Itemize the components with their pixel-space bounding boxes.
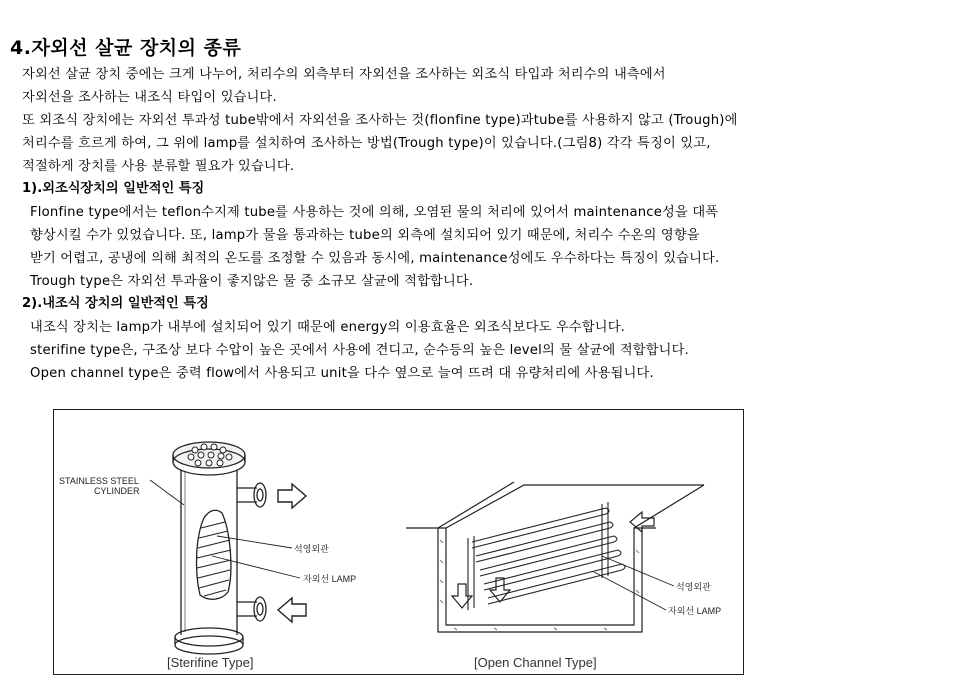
section1-line: 받기 어렵고, 공냉에 의해 최적의 온도를 조정할 수 있음과 동시에, maintenance성에도 우수하다는 특징이 있습니다. (30, 251, 720, 266)
intro-line: 자외선을 조사하는 내조식 타입이 있습니다. (22, 90, 277, 105)
uv-lamp-label-right: 자외선 LAMP (668, 606, 722, 616)
cylinder-label-line2: CYLINDER (94, 486, 140, 496)
caption-open-channel: [Open Channel Type] (474, 655, 597, 670)
intro-line: 처리수를 흐르게 하여, 그 위에 lamp를 설치하여 조사하는 방법(Trough type)이 있습니다.(그림8) 각각 특징이 있고, (22, 136, 711, 151)
uv-device-figure (53, 409, 744, 675)
subsection-title-internal: 2).내조식 장치의 일반적인 특징 (22, 296, 209, 311)
intro-line: 적절하게 장치를 사용 분류할 필요가 있습니다. (22, 159, 295, 174)
section2-line: 내조식 장치는 lamp가 내부에 설치되어 있기 때문에 energy의 이용효율은 외조식보다도 우수합니다. (30, 320, 626, 335)
quartz-sleeve-label-left: 석영외관 (294, 544, 329, 554)
open-channel-drawing (406, 482, 704, 632)
subsection-title-external: 1).외조식장치의 일반적인 특징 (22, 181, 205, 196)
uv-lamp-label-left: 자외선 LAMP (303, 574, 357, 584)
section2-line: Open channel type은 중력 flow에서 사용되고 unit을 다수 옆으로 늘여 뜨려 대 유량처리에 사용됩니다. (30, 366, 654, 381)
section1-line: Flonfine type에서는 teflon수지제 tube를 사용하는 것에 의해, 오염된 물의 처리에 있어서 maintenance성을 대폭 (30, 205, 719, 220)
section1-line: 향상시킬 수가 있었습니다. 또, lamp가 물을 통과하는 tube의 외측에 설치되어 있기 때문에, 처리수 수온의 영향을 (30, 228, 700, 243)
intro-line: 자외선 살균 장치 중에는 크게 나누어, 처리수의 외측부터 자외선을 조사하는 외조식 타입과 처리수의 내측에서 (22, 67, 666, 82)
sterifine-cylinder-drawing (150, 442, 306, 654)
section2-line: sterifine type은, 구조상 보다 수압이 높은 곳에서 사용에 견디고, 순수등의 높은 level의 물 살균에 적합합니다. (30, 343, 689, 358)
section-heading: 4.자외선 살균 장치의 종류 (10, 37, 242, 59)
figure-drawing (54, 410, 742, 673)
quartz-sleeve-label-right: 석영외관 (676, 582, 711, 592)
cylinder-label-line1: STAINLESS STEEL (59, 476, 139, 486)
section1-line: Trough type은 자외선 투과율이 좋지않은 물 중 소규모 살균에 적합합니다. (30, 274, 474, 289)
intro-line: 또 외조식 장치에는 자외선 투과성 tube밖에서 자외선을 조사하는 것(flonfine type)과tube를 사용하지 않고 (Trough)에 (22, 113, 738, 128)
caption-sterifine: [Sterifine Type] (167, 655, 254, 670)
